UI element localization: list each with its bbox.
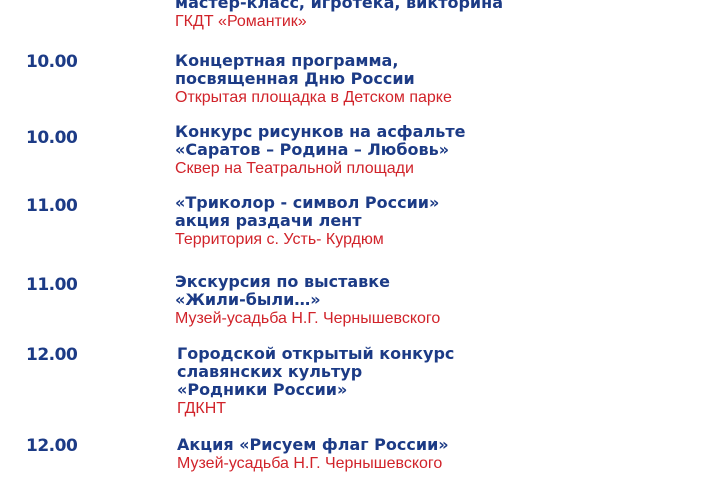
event-time: 12.00 <box>26 345 78 365</box>
event-title-line: «Саратов – Родина – Любовь» <box>175 140 450 159</box>
event-title-line: акция раздачи лент <box>175 211 362 230</box>
event-3 <box>175 194 715 249</box>
event-4 <box>175 273 715 328</box>
event-venue: Музей-усадьба Н.Г. Чернышевского <box>175 310 441 327</box>
event-title-line: «Триколор - символ России» <box>175 193 440 212</box>
event-title-line: славянских культур <box>177 362 363 381</box>
event-2 <box>175 123 715 178</box>
event-title-line: мастер-класс, игротека, викторина <box>175 0 503 12</box>
event-time: 11.00 <box>26 275 78 295</box>
event-venue: ГКДТ «Романтик» <box>175 13 307 30</box>
event-venue: Сквер на Театральной площади <box>175 160 414 177</box>
event-venue: Территория с. Усть- Курдюм <box>175 231 384 248</box>
event-time: 12.00 <box>26 436 78 456</box>
event-title-line: Городской открытый конкурс <box>177 344 455 363</box>
event-title-line: «Родники России» <box>177 380 348 399</box>
event-title-line: Конкурс рисунков на асфальте <box>175 122 466 141</box>
event-5 <box>177 345 717 418</box>
event-title-line: «Жили-были…» <box>175 290 321 309</box>
event-6 <box>177 436 717 473</box>
event-1 <box>175 52 715 107</box>
event-title-line: Экскурсия по выставке <box>175 272 390 291</box>
event-venue: Музей-усадьба Н.Г. Чернышевского <box>177 455 443 472</box>
event-0 <box>175 0 715 31</box>
event-title-line: посвященная Дню России <box>175 69 415 88</box>
event-time: 10.00 <box>26 52 78 72</box>
event-time: 10.00 <box>26 128 78 148</box>
event-title-line: Акция «Рисуем флаг России» <box>177 435 449 454</box>
event-title-line: Концертная программа, <box>175 51 399 70</box>
event-venue: Открытая площадка в Детском парке <box>175 89 452 106</box>
event-venue: ГДКНТ <box>177 400 227 417</box>
event-time: 11.00 <box>26 196 78 216</box>
